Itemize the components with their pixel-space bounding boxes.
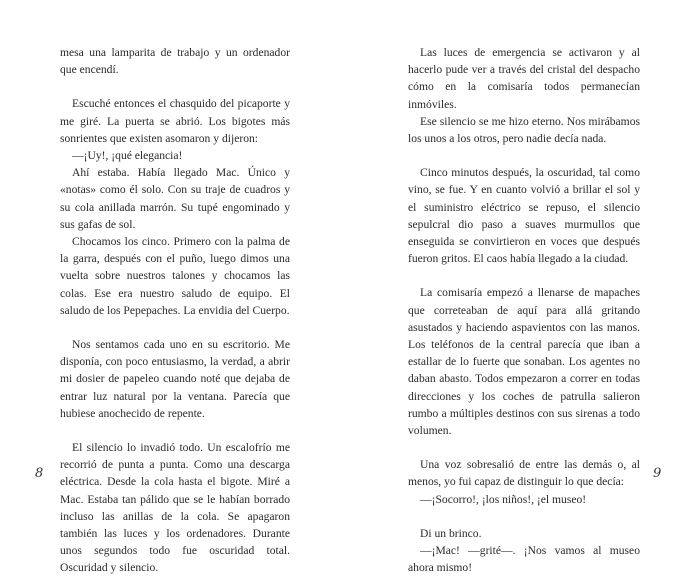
paragraph: La comisaría empezó a llenarse de mapaches que correteaban de aquí para allá gritando asustados y haciendo aspavientos con las manos. Los teléfonos de la central parecía que iban a estallar de lo fuerte que sonaban. Los agentes no daban abasto. Todos empezaron a correr en todas direcciones y los coches de patrulla salieron rumbo a múltiples destinos con sus sirenas a todo volumen. <box>408 286 640 438</box>
paragraph: Di un brinco. <box>420 526 482 540</box>
left-page-text <box>60 44 290 577</box>
paragraph: Chocamos los cinco. Primero con la palma de la garra, después con el puño, luego dimos una vuelta sobre nuestros talones y chocamos las colas. Ese era nuestro saludo de equipo. El saludo de los Pepepaches. La envidia del Cuerpo. <box>60 235 290 317</box>
right-page <box>350 0 700 575</box>
paragraph: Las luces de emergencia se activaron y al hacerlo pude ver a través del cristal del despacho cómo en la comisaría todos permanecían inmóviles. <box>408 46 640 111</box>
paragraph: mesa una lamparita de trabajo y un ordenador que encendí. <box>60 46 290 77</box>
page-number: 8 <box>35 466 44 481</box>
page-number: 9 <box>653 466 662 481</box>
paragraph: Ese silencio se me hizo eterno. Nos mirábamos los unos a los otros, pero nadie decía nada. <box>408 114 640 146</box>
left-page <box>0 0 350 575</box>
paragraph: El silencio lo invadió todo. Un escalofrío me recorrió de punta a punta. Como una descarga eléctrica. Desde la cola hasta el bigote. Miré a Mac. Estaba tan pálido que se le habían borrado incluso las anillas de la cola. Se apagaron también las luces y los ordenadores. Durante unos segundos todo fue oscuridad total. Oscuridad y silencio. <box>60 441 290 575</box>
paragraph: Ahí estaba. Había llegado Mac. Único y «notas» como él solo. Con su traje de cuadros y su cola anillada marrón. Su tupé engominado y sus gafas de sol. <box>60 166 290 231</box>
right-page-text <box>408 44 640 576</box>
paragraph: —¡Uy!, ¡qué elegancia! <box>72 149 183 163</box>
paragraph: Cinco minutos después, la oscuridad, tal como vino, se fue. Y en cuanto volvió a brillar el sol y el suministro eléctrico se repuso, el silencio sepulcral dio paso a suaves murmullos que enseguida se convirtieron en voces que después fueron gritos. El caos había llegado a la ciudad. <box>408 166 640 266</box>
paragraph: —¡Socorro!, ¡los niños!, ¡el museo! <box>420 492 587 506</box>
paragraph: Una voz sobresalió de entre las demás o, al menos, yo fui capaz de distinguir lo que decía: <box>408 458 640 489</box>
paragraph: —¡Mac! —grité—. ¡Nos vamos al museo ahora mismo! <box>408 544 640 575</box>
paragraph: Escuché entonces el chasquido del picaporte y me giré. La puerta se abrió. Los bigotes más sonrientes que existen asomaron y dijeron: <box>60 97 290 145</box>
paragraph: Nos sentamos cada uno en su escritorio. Me disponía, con poco entusiasmo, la verdad, a abrir mi dosier de papeleo cuando noté que dejaba de entrar luz natural por la ventana. Parecía que hubiese anochecido de repente. <box>60 338 290 420</box>
